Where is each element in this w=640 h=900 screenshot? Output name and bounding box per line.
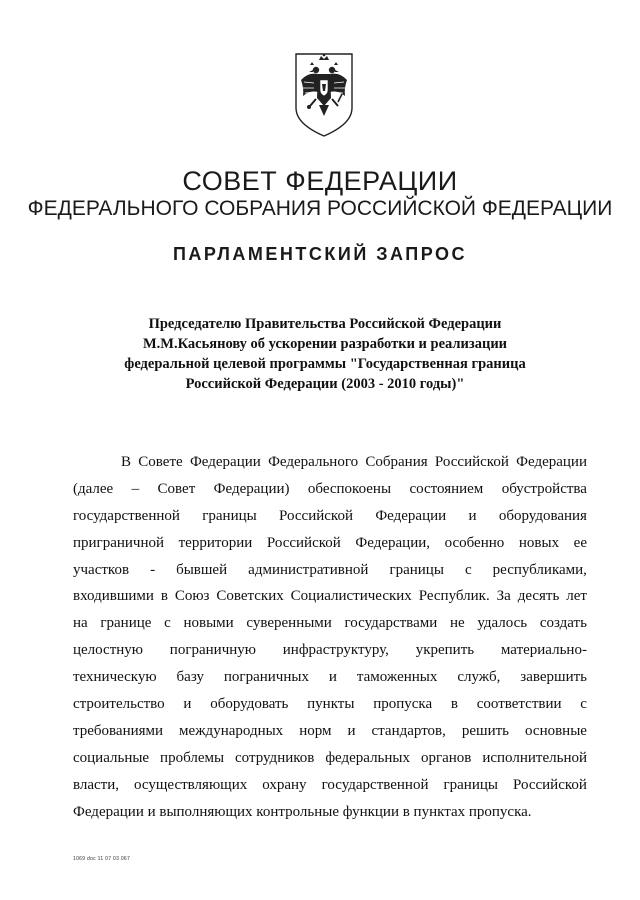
body-line: (далее – Совет Федерации) обеспокоены состоянием обустройства [73,480,587,497]
subject-line: федеральной целевой программы "Государственная граница [124,356,526,372]
body-paragraph [73,449,587,825]
body-line: требованиями международных норм и стандартов, решить основные [73,722,587,739]
body-line: Федерации и выполняющих контрольные функции в пунктах пропуска. [73,803,532,820]
body-line: целостную пограничную инфраструктуру, укрепить материально- [73,642,587,659]
document-type-heading: ПАРЛАМЕНТСКИЙ ЗАПРОС [172,244,468,264]
body-line: строительство и оборудовать пункты пропуска в соответствии с [73,696,587,713]
body-line: участков - бывшей административной границы с республиками, [73,561,587,578]
coat-of-arms-icon [292,50,356,140]
body-line: социальные проблемы сотрудников федеральных органов исполнительной [73,749,587,766]
org-title: СОВЕТ ФЕДЕРАЦИИ [182,166,458,196]
body-line: на границе с новыми суверенными государствами не удалось создать [73,615,587,632]
body-line: приграничной территории Российской Федерации, особенно новых ее [73,534,587,551]
footer-code: 1069 doc 11 07 03 067 [73,856,131,862]
org-subtitle: ФЕДЕРАЛЬНОГО СОБРАНИЯ РОССИЙСКОЙ ФЕДЕРАЦИИ [27,197,613,220]
body-line: государственной границы Российской Федерации и оборудования [73,507,587,524]
subject-line: Председателю Правительства Российской Федерации [148,316,502,332]
body-line: входившими в Союз Советских Социалистических Республик. За десять лет [73,588,587,605]
body-line: техническую базу пограничных и таможенных служб, завершить [73,669,587,686]
subject-line: М.М.Касьянову об ускорении разработки и реализации [142,336,508,352]
body-line: власти, осуществляющих охрану государственной границы Российской [73,776,587,793]
document-subject [120,314,530,394]
subject-line: Российской Федерации (2003 - 2010 годы)" [185,376,465,392]
body-line: В Совете Федерации Федерального Собрания Российской Федерации [121,454,587,470]
